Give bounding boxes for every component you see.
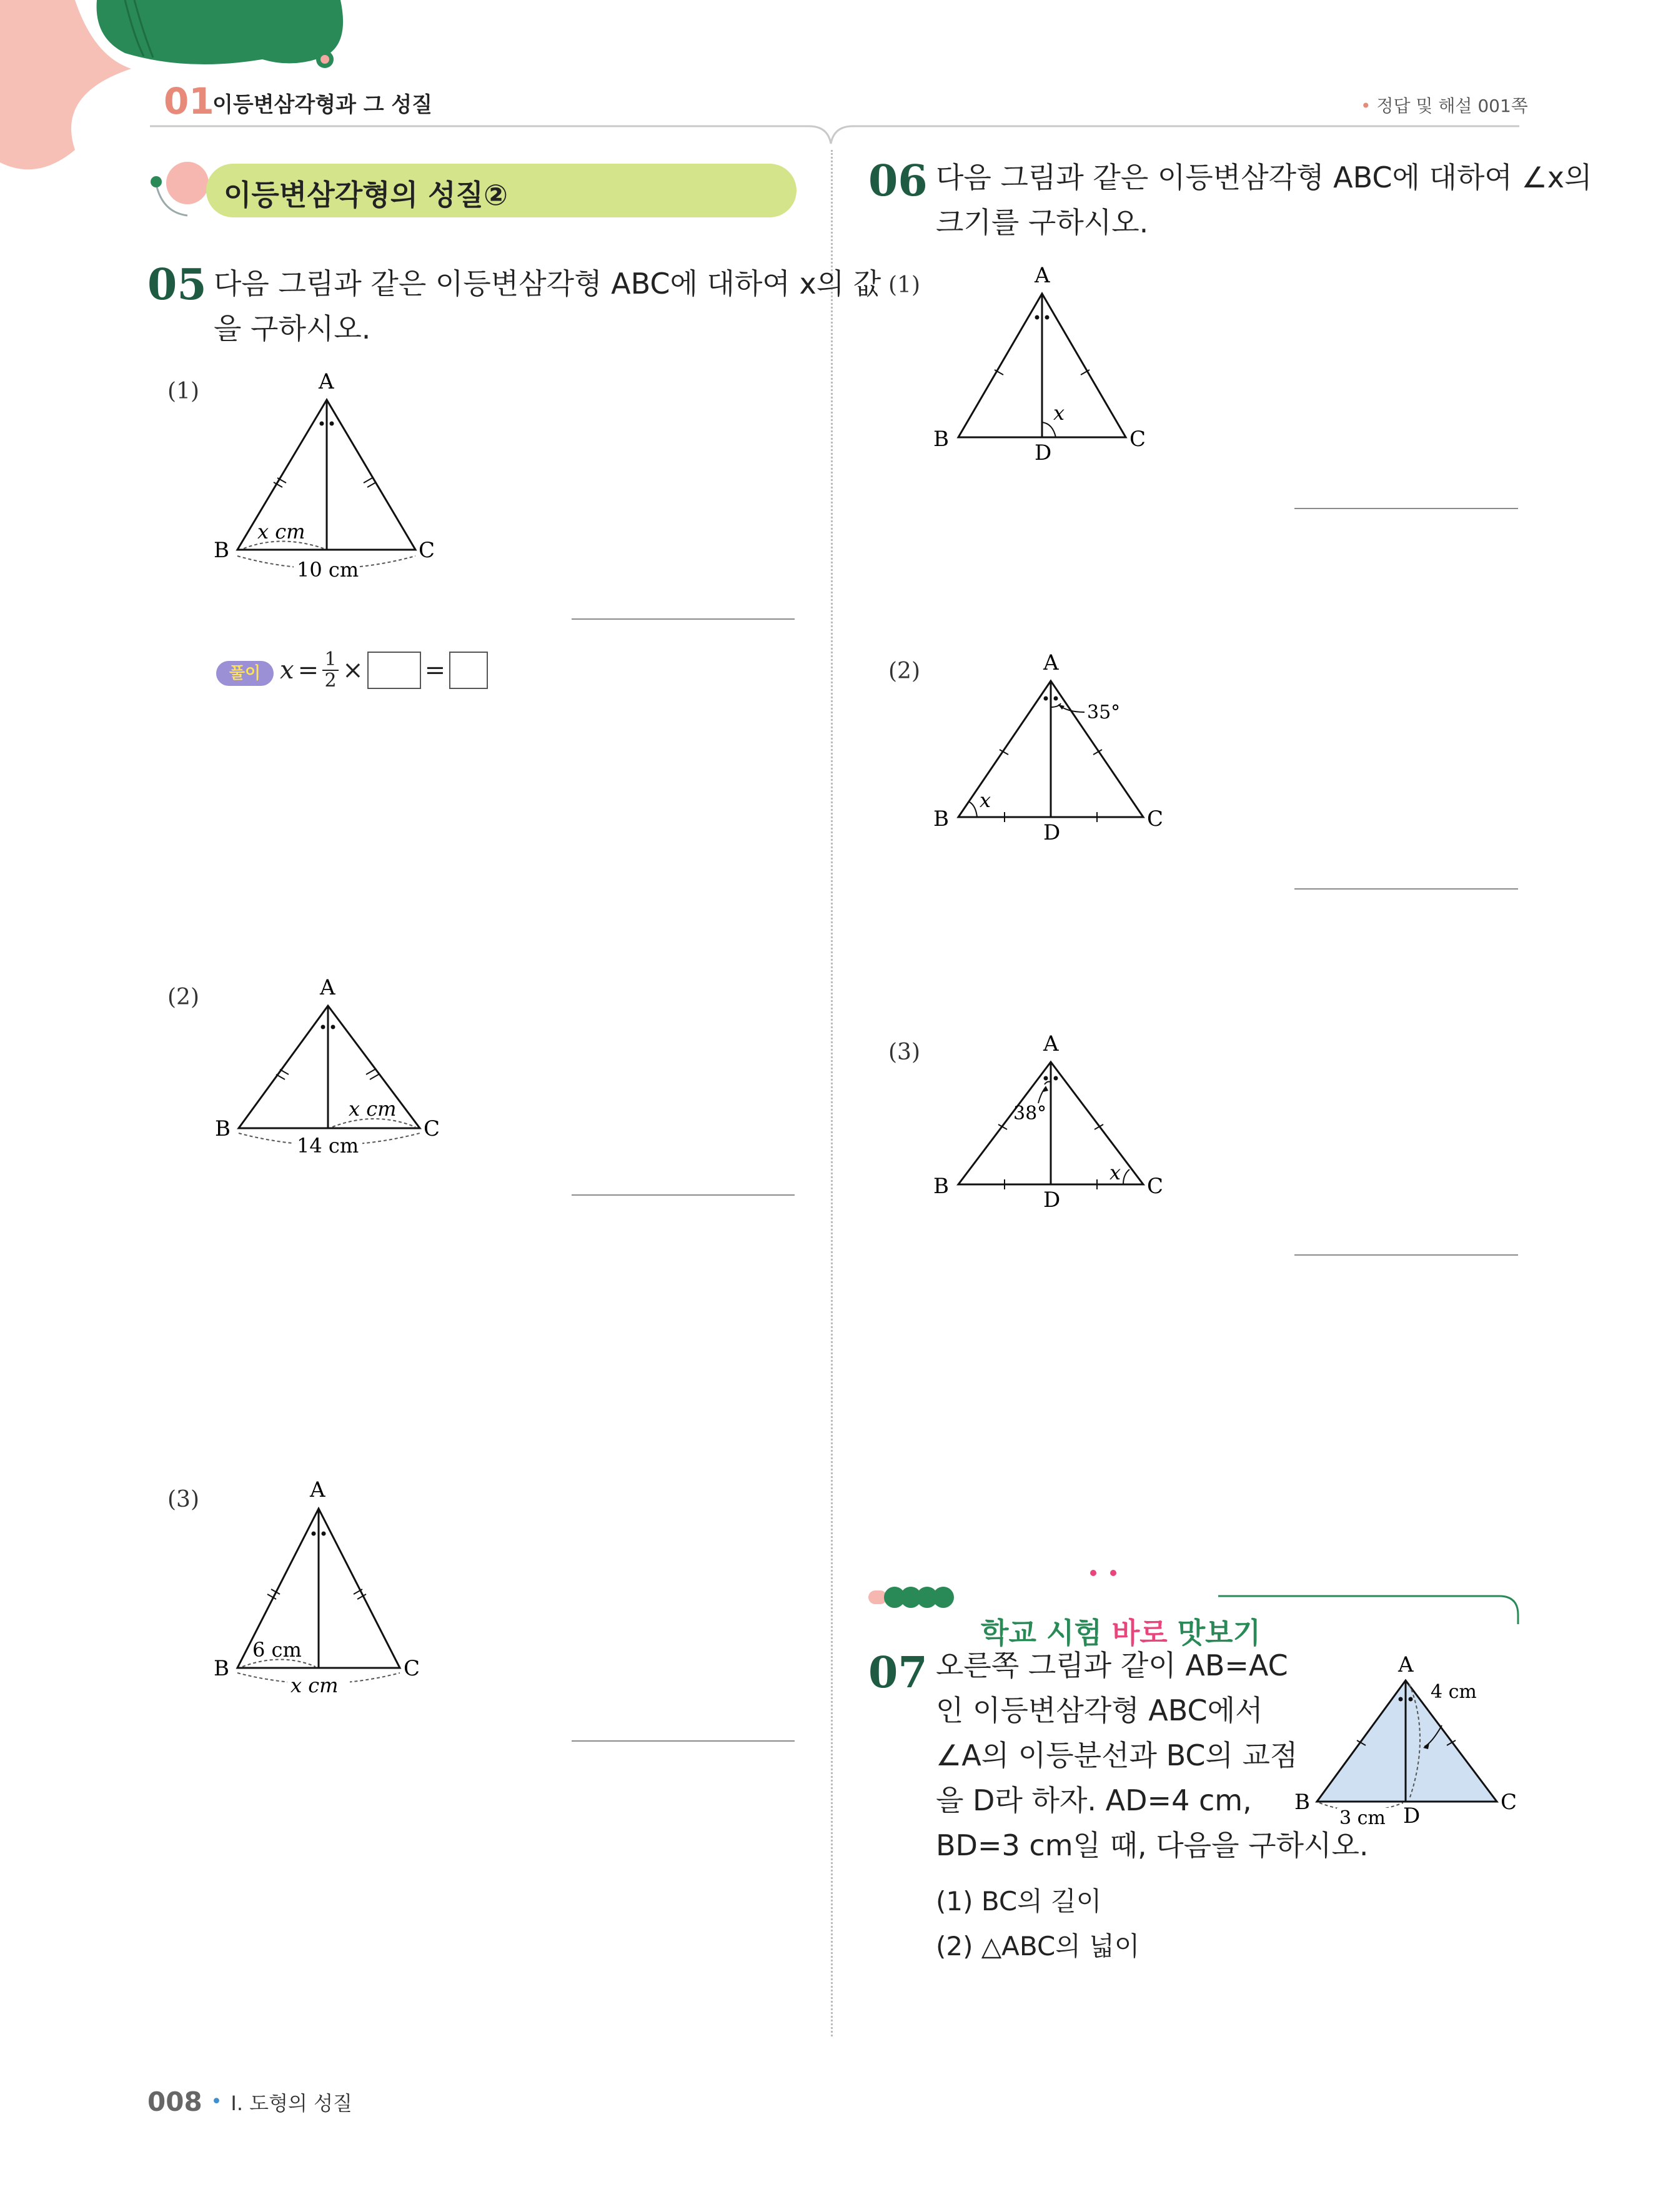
footer [147,2086,352,2117]
q06-1-C-label: C [1129,427,1146,452]
q07-ad-label: 4 cm [1431,1681,1477,1703]
q05-2-seg-label: x cm [349,1097,397,1121]
q05-1-B-label: B [214,538,229,563]
answer-reference: • 정답 및 해설 001쪽 [1361,96,1528,116]
question-number-06: 06 [868,156,928,206]
question-06-line2: 크기를 구하시오. [936,206,1149,239]
solution-blank-1[interactable] [367,652,421,689]
solution-formula: x = 1 2 × = [280,650,488,691]
q06-1-B-label: B [933,427,949,452]
question-07-line3: ∠A의 이등분선과 BC의 교점 [936,1738,1298,1772]
footer-unit: I. 도형의 성질 [231,2091,352,2115]
chapter-number: 01 [164,80,214,122]
q06-1-D-label: D [1035,440,1052,465]
q06-item1-label: (1) [888,272,920,298]
q06-2-angle-label: x [980,788,991,812]
q05-3-A-label: A [310,1477,325,1502]
question-05-line1: 다음 그림과 같은 이등변삼각형 ABC에 대하여 x의 값 [214,267,881,300]
q05-item3-label: (3) [167,1487,199,1512]
q05-1-answer-line [572,618,795,620]
q06-figure2 [925,650,1174,856]
chapter-title: 이등변삼각형과 그 성질 [212,92,433,117]
question-number-05: 05 [147,260,207,310]
q06-2-D-label: D [1043,820,1061,845]
q05-3-base-label: x cm [290,1674,339,1697]
question-06-line1: 다음 그림과 같은 이등변삼각형 ABC에 대하여 ∠x의 [936,161,1592,194]
question-05-line2: 을 구하시오. [214,312,371,345]
q05-2-B-label: B [215,1116,231,1141]
q05-2-answer-line [572,1194,795,1196]
q06-2-answer-line [1294,888,1518,890]
q07-B-label: B [1294,1790,1310,1815]
q05-figure3 [200,1474,462,1705]
q06-1-angle-label: x [1053,401,1065,425]
page-number: 008 [147,2086,202,2117]
q06-1-answer-line [1294,508,1518,509]
question-number-07: 07 [868,1648,928,1698]
q05-1-A-label: A [319,369,334,394]
solution-blank-2[interactable] [449,652,488,689]
q06-item2-label: (2) [888,658,920,684]
q05-1-seg-label: x cm [257,520,305,543]
q06-3-C-label: C [1147,1174,1164,1199]
section-title: 이등변삼각형의 성질② [224,178,508,212]
q06-3-angle-label: x [1109,1161,1121,1184]
q06-3-D-label: D [1043,1188,1061,1213]
q06-2-C-label: C [1147,806,1164,831]
q07-A-label: A [1398,1652,1414,1677]
q06-item3-label: (3) [888,1039,920,1065]
q05-3-C-label: C [404,1656,420,1681]
question-07-line1: 오른쪽 그림과 같이 AB=AC [936,1649,1288,1682]
q06-3-B-label: B [933,1174,949,1199]
question-07-sub2: (2) △ABC의 넓이 [936,1931,1140,1962]
q06-2-A-label: A [1043,650,1059,675]
q05-2-base-label: 14 cm [297,1134,359,1158]
q06-3-A-label: A [1043,1031,1059,1056]
q07-figure [1287,1649,1531,1837]
q05-figure2 [200,975,462,1174]
q05-1-C-label: C [419,538,435,563]
q05-2-A-label: A [320,975,335,1000]
q06-figure3 [925,1031,1174,1224]
q05-3-answer-line [572,1740,795,1742]
q05-figure1 [200,369,462,593]
q06-figure1 [925,262,1174,475]
q06-1-A-label: A [1035,263,1050,288]
header-rule [0,119,1658,156]
q05-3-B-label: B [214,1656,229,1681]
q05-item2-label: (2) [167,984,199,1010]
exam-banner-title: 학교 시험 바로 맛보기 [981,1616,1261,1650]
q06-2-B-label: B [933,806,949,831]
q07-C-label: C [1501,1790,1517,1815]
q06-3-answer-line [1294,1254,1518,1256]
q06-2-given-angle: 35° [1087,702,1121,723]
q05-item1-label: (1) [167,379,199,404]
footer-bullet: • [211,2091,222,2113]
question-07-sub1: (1) BC의 길이 [936,1886,1102,1917]
q06-3-given-angle: 38° [1013,1103,1047,1124]
q05-2-C-label: C [424,1116,440,1141]
column-divider [831,150,833,2036]
question-07-line5: BD=3 cm일 때, 다음을 구하시오. [936,1828,1369,1862]
q05-3-seg-label: 6 cm [252,1638,302,1662]
q07-bd-label: 3 cm [1339,1807,1386,1829]
question-07-line4: 을 D라 하자. AD=4 cm, [936,1783,1252,1817]
q05-1-base-label: 10 cm [297,558,359,582]
solution-badge: 풀이 [216,661,274,686]
question-07-line2: 인 이등변삼각형 ABC에서 [936,1694,1263,1727]
q07-D-label: D [1403,1803,1421,1828]
